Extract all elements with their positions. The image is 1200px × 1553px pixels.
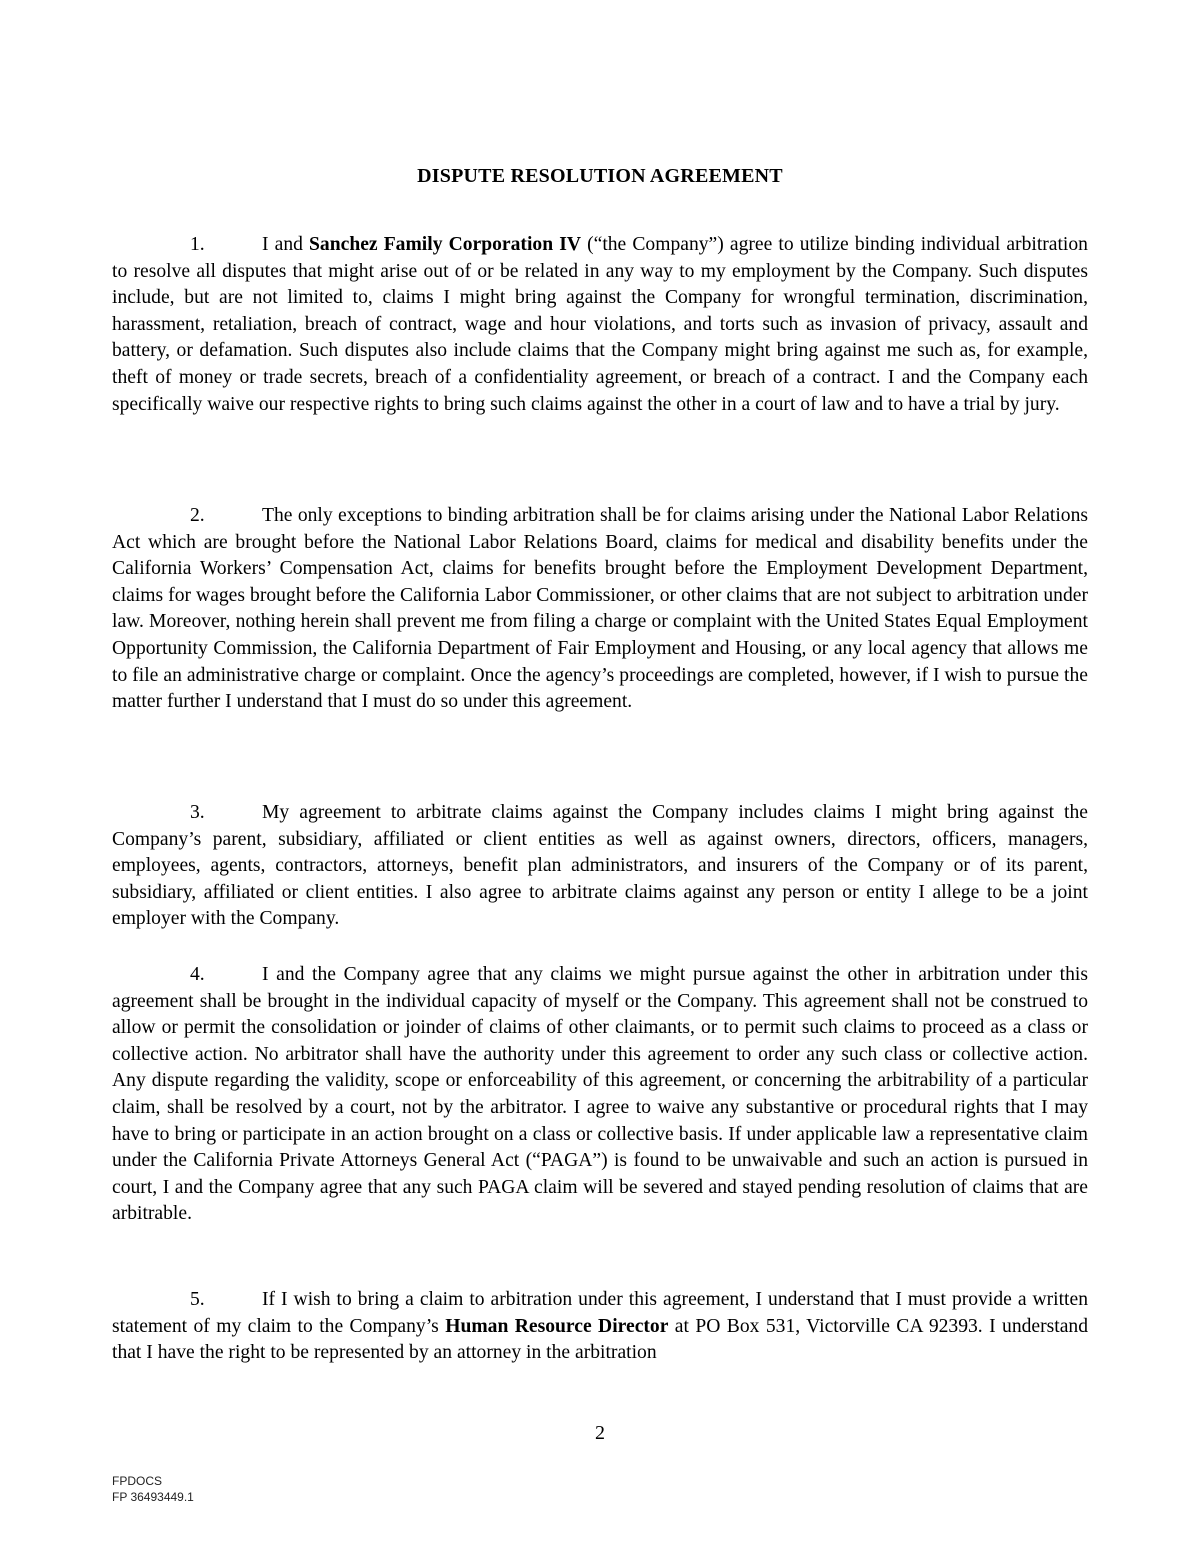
paragraph-text: If I wish to bring a claim to arbitration under this agreement, I understand that I must provide a written statement of my claim to the Company’s <box>112 1289 1088 1337</box>
paragraph-number: 5. <box>190 1289 205 1310</box>
company-name: Sanchez Family Corporation IV <box>309 234 581 255</box>
paragraph-5 <box>112 1287 1088 1367</box>
paragraph-text: I and <box>262 234 310 255</box>
paragraph-number: 1. <box>190 234 205 255</box>
paragraph-4 <box>112 962 1088 1228</box>
paragraph-1 <box>112 232 1088 418</box>
document-footer <box>112 1473 194 1505</box>
document-title: DISPUTE RESOLUTION AGREEMENT <box>417 165 783 187</box>
paragraph-number: 3. <box>190 802 205 823</box>
footer-line-2: FP 36493449.1 <box>112 1490 194 1504</box>
page-number: 2 <box>595 1422 605 1444</box>
paragraph-text: The only exceptions to binding arbitration shall be for claims arising under the National Labor Relations Act which are brought before the National Labor Relations Board, claims for medical and disability benefits under the California Workers’ Compensation Act, claims for benefits brought before the Employment Development Department, claims for wages brought before the California Labor Commissioner, or other claims that are not subject to arbitration under law. Moreover, nothing herein shall prevent me from filing a charge or complaint with the United States Equal Employment Opportunity Commission, the California Department of Fair Employment and Housing, or any local agency that allows me to file an administrative charge or complaint. Once the agency’s proceedings are completed, however, if I wish to pursue the matter further I understand that I must do so under this agreement. <box>112 505 1088 713</box>
paragraph-number: 2. <box>190 505 205 526</box>
paragraph-text: My agreement to arbitrate claims against the Company includes claims I might bring against the Company’s parent, subsidiary, affiliated or client entities as well as against owners, directors, officers, managers, employees, agents, contractors, attorneys, benefit plan administrators, and insurers of the Company or of its parent, subsidiary, affiliated or client entities. I also agree to arbitrate claims against any person or entity I allege to be a joint employer with the Company. <box>112 802 1088 930</box>
paragraph-2 <box>112 503 1088 716</box>
hr-director-title: Human Resource Director <box>445 1315 669 1337</box>
paragraph-number: 4. <box>190 964 205 985</box>
paragraph-3 <box>112 800 1088 933</box>
footer-line-1: FPDOCS <box>112 1474 163 1488</box>
paragraph-text: I and the Company agree that any claims we might pursue against the other in arbitration under this agreement shall be brought in the individual capacity of myself or the Company. This agreement shall not be construed to allow or permit the consolidation or joinder of claims of other claimants, or to permit such claims to proceed as a class or collective action. No arbitrator shall have the authority under this agreement to order any such class or collective action. Any dispute regarding the validity, scope or enforceability of this agreement, or concerning the arbitrability of a particular claim, shall be resolved by a court, not by the arbitrator. I agree to waive any substantive or procedural rights that I may have to bring or participate in an action brought on a class or collective basis. If under applicable law a representative claim under the California Private Attorneys General Act (“PAGA”) is found to be unwaivable and such an action is pursued in court, I and the Company agree that any such PAGA claim will be severed and stayed pending resolution of claims that are arbitrable. <box>112 964 1088 1225</box>
paragraph-text: (“the Company”) agree to utilize binding individual arbitration to resolve all disputes that might arise out of or be related in any way to my employment by the Company. Such disputes include, but are not limited to, claims I might bring against the Company for wrongful termination, discrimination, harassment, retaliation, breach of contract, wage and hour violations, and torts such as invasion of privacy, assault and battery, or defamation. Such disputes also include claims that the Company might bring against me such as, for example, theft of money or trade secrets, breach of a confidentiality agreement, or breach of a contract. I and the Company each specifically waive our respective rights to bring such claims against the other in a court of law and to have a trial by jury. <box>112 234 1088 415</box>
paragraph-text: at PO Box 531, Victorville CA 92393. I understand that I have the right to be represented by an attorney in the arbitration <box>112 1315 1088 1364</box>
